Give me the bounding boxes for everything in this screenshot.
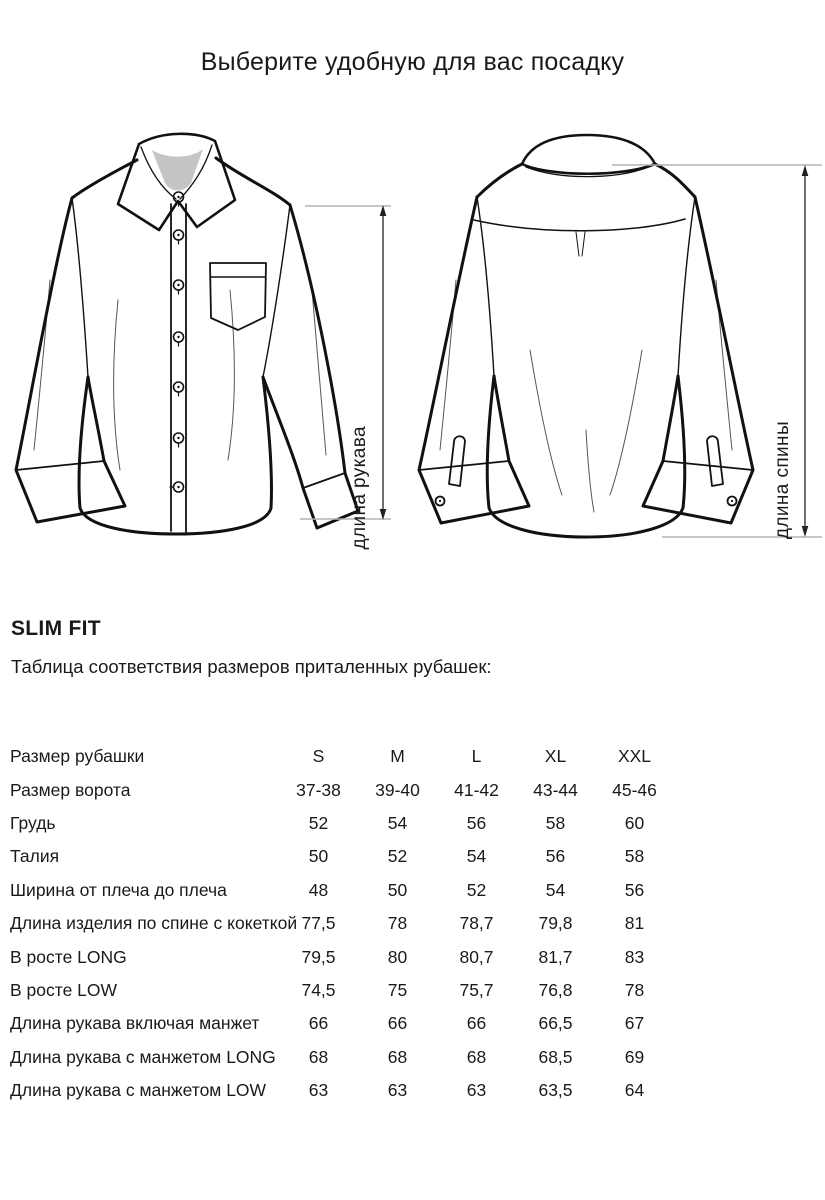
table-row — [10, 1007, 690, 1040]
size-value-cell: 48 — [308, 879, 329, 900]
row-label: Длина рукава с манжетом LONG — [10, 1046, 276, 1067]
size-value-cell: 66 — [387, 1013, 408, 1034]
size-value-cell: 60 — [624, 812, 645, 833]
size-value-cell: 74,5 — [301, 979, 336, 1000]
size-value-cell: 45-46 — [612, 779, 657, 800]
extension-lines — [300, 165, 822, 540]
size-table — [10, 740, 690, 1107]
size-value-cell: 52 — [387, 846, 408, 867]
size-value-cell: L — [471, 746, 482, 767]
size-value-cell: 52 — [308, 812, 329, 833]
size-value-cell: 54 — [545, 879, 566, 900]
size-value-cell: 58 — [624, 846, 645, 867]
size-value-cell: 52 — [466, 879, 487, 900]
size-value-cell: 78,7 — [459, 913, 494, 934]
size-value-cell: 69 — [624, 1046, 645, 1067]
size-value-cell: 80 — [387, 946, 408, 967]
size-value-cell: 81 — [624, 913, 645, 934]
size-value-cell: 64 — [624, 1080, 645, 1101]
size-value-cell: 63 — [387, 1080, 408, 1101]
table-row — [10, 907, 690, 940]
sleeve-length-dimension — [380, 205, 387, 520]
size-value-cell: 63,5 — [538, 1080, 573, 1101]
table-row — [10, 773, 690, 806]
size-value-cell: 80,7 — [459, 946, 494, 967]
size-value-cell: 83 — [624, 946, 645, 967]
size-value-cell: 67 — [624, 1013, 645, 1034]
size-value-cell: 66 — [466, 1013, 487, 1034]
size-value-cell: 41-42 — [454, 779, 499, 800]
size-value-cell: 63 — [466, 1080, 487, 1101]
row-label: Грудь — [10, 812, 56, 833]
row-label: Длина рукава с манжетом LOW — [10, 1080, 267, 1101]
table-row — [10, 1041, 690, 1074]
row-label: Ширина от плеча до плеча — [10, 879, 227, 900]
row-label: В росте LOW — [10, 979, 118, 1000]
fit-heading: SLIM FIT — [11, 617, 101, 640]
row-label: Длина рукава включая манжет — [10, 1013, 260, 1034]
back-length-dimension — [802, 165, 809, 537]
size-value-cell: S — [312, 746, 325, 767]
dimension-lines — [0, 120, 825, 580]
size-value-cell: 39-40 — [375, 779, 420, 800]
size-value-cell: 50 — [387, 879, 408, 900]
size-value-cell: 77,5 — [301, 913, 336, 934]
row-label: Длина изделия по спине с кокеткой — [10, 913, 298, 934]
table-row — [10, 840, 690, 873]
sleeve-length-label: длина рукава — [349, 426, 370, 550]
size-value-cell: 81,7 — [538, 946, 573, 967]
table-row — [10, 940, 690, 973]
size-value-cell: 68 — [466, 1046, 487, 1067]
size-value-cell: XL — [544, 746, 567, 767]
size-value-cell: 50 — [308, 846, 329, 867]
size-value-cell: 68 — [387, 1046, 408, 1067]
row-label: Размер ворота — [10, 779, 131, 800]
row-label: В росте LONG — [10, 946, 127, 967]
table-row — [10, 807, 690, 840]
size-value-cell: 43-44 — [533, 779, 578, 800]
size-value-cell: 78 — [387, 913, 408, 934]
size-value-cell: 37-38 — [296, 779, 341, 800]
size-value-cell: 75 — [387, 979, 408, 1000]
table-row — [10, 740, 690, 773]
row-label: Размер рубашки — [10, 746, 145, 767]
shirt-diagram — [0, 120, 825, 585]
size-value-cell: 66,5 — [538, 1013, 573, 1034]
size-value-cell: XXL — [617, 746, 652, 767]
size-value-cell: 58 — [545, 812, 566, 833]
back-length-label: длина спины — [772, 421, 793, 540]
size-value-cell: 76,8 — [538, 979, 573, 1000]
size-value-cell: 75,7 — [459, 979, 494, 1000]
table-caption: Таблица соответствия размеров приталенных рубашек: — [11, 656, 492, 677]
row-label: Талия — [10, 846, 60, 867]
size-value-cell: 54 — [466, 846, 487, 867]
page-title: Выберите удобную для вас посадку — [200, 48, 625, 76]
size-value-cell: 54 — [387, 812, 408, 833]
size-value-cell: 78 — [624, 979, 645, 1000]
size-value-cell: M — [390, 746, 405, 767]
table-row — [10, 1074, 690, 1107]
table-row — [10, 974, 690, 1007]
size-value-cell: 79,5 — [301, 946, 336, 967]
size-value-cell: 63 — [308, 1080, 329, 1101]
size-value-cell: 56 — [466, 812, 487, 833]
size-value-cell: 68,5 — [538, 1046, 573, 1067]
size-value-cell: 56 — [545, 846, 566, 867]
table-row — [10, 874, 690, 907]
size-value-cell: 79,8 — [538, 913, 573, 934]
size-value-cell: 66 — [308, 1013, 329, 1034]
size-value-cell: 56 — [624, 879, 645, 900]
size-value-cell: 68 — [308, 1046, 329, 1067]
